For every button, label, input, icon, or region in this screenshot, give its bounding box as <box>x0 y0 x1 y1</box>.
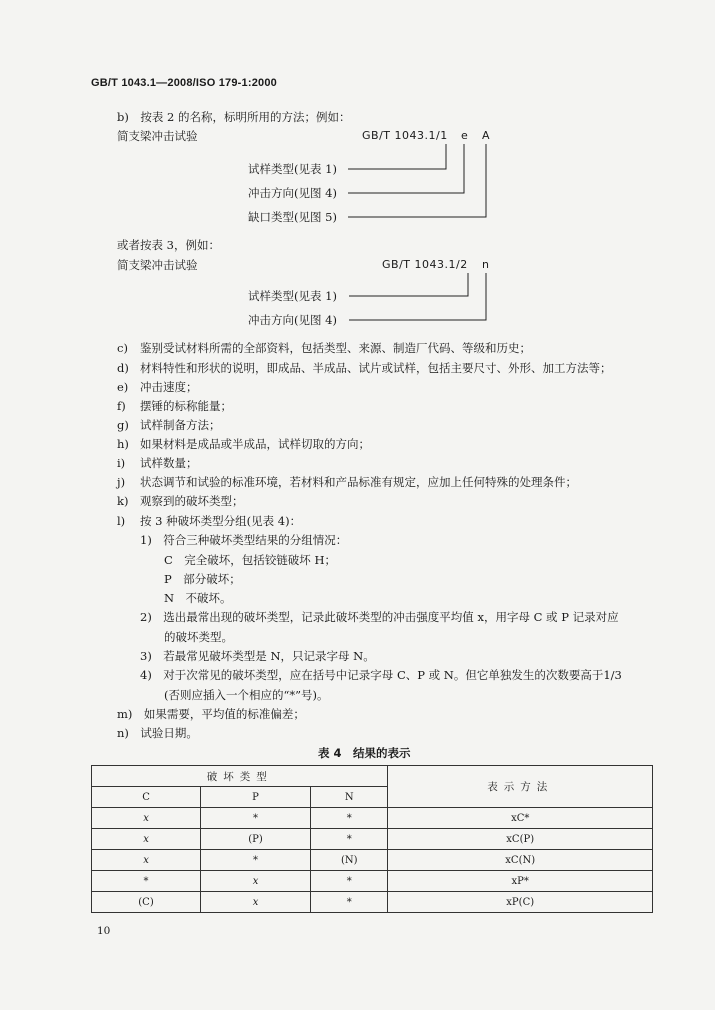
cell-c: x <box>92 808 201 829</box>
example1-label-notch: 缺口类型(见图 5) <box>248 210 337 224</box>
cell-p: * <box>201 850 311 871</box>
connector-specimen-2 <box>349 273 468 296</box>
cell-c: x <box>92 850 201 871</box>
or-text: 或者按表 3，例如： <box>117 238 220 252</box>
item-l-key: l) <box>117 514 126 528</box>
cell-representation: xP* <box>388 871 653 892</box>
item-f-key: f) <box>117 399 126 413</box>
cell-representation: xC* <box>388 808 653 829</box>
cell-p: x <box>201 892 311 913</box>
cell-p: * <box>201 808 311 829</box>
item-j-text: 状态调节和试验的标准环境，若材料和产品标准有规定，应加上任何特殊的处理条件； <box>140 475 577 489</box>
item-l-text: 按 3 种破坏类型分组(见表 4)： <box>140 514 302 528</box>
document-header: GB/T 1043.1—2008/ISO 179-1:2000 <box>91 77 277 89</box>
item-d-text: 材料特性和形状的说明，即成品、半成品、试片或试样，包括主要尺寸、外形、加工方法等； <box>140 361 612 375</box>
item-k-text: 观察到的破坏类型； <box>140 494 244 508</box>
item-c-text: 鉴别受试材料所需的全部资料，包括类型、来源、制造厂代码、等级和历史； <box>140 341 531 355</box>
item-n: n) 试验日期。 <box>117 726 198 740</box>
cell-c: (C) <box>92 892 201 913</box>
item-g-key: g) <box>117 418 129 432</box>
table-row <box>92 829 653 850</box>
table-row <box>92 850 653 871</box>
example2-label-specimen: 试样类型(见表 1) <box>248 289 337 303</box>
table-title: 表 4 结果的表示 <box>318 746 411 760</box>
sub-item-3: 3) 若最常见破坏类型是 N，只记录字母 N。 <box>140 649 375 663</box>
item-e-key: e) <box>117 380 129 394</box>
item-d-key: d) <box>117 361 129 375</box>
item-b: b) 按表 2 的名称，标明所用的方法；例如： <box>117 110 351 124</box>
item-f-text: 摆锤的标称能量； <box>140 399 232 413</box>
cell-n: (N) <box>311 850 388 871</box>
cell-n: * <box>311 892 388 913</box>
cell-c: * <box>92 871 201 892</box>
results-table <box>91 765 653 913</box>
example2-label-direction: 冲击方向(见图 4) <box>248 313 337 327</box>
connector-notch-1 <box>348 144 486 217</box>
cell-c: x <box>92 829 201 850</box>
connector-specimen-1 <box>348 144 446 169</box>
table-row <box>92 871 653 892</box>
table-row <box>92 808 653 829</box>
item-e-text: 冲击速度； <box>140 380 198 394</box>
sub-item-4-line2: (否则应插入一个相应的“*”号)。 <box>164 688 329 702</box>
item-g-text: 试样制备方法； <box>140 418 221 432</box>
item-j-key: j) <box>117 475 126 489</box>
cell-representation: xP(C) <box>388 892 653 913</box>
cell-n: * <box>311 829 388 850</box>
sub-item-2-line2: 的破坏类型。 <box>164 630 233 644</box>
example1-label-specimen: 试样类型(见表 1) <box>248 162 337 176</box>
example1-code: GB/T 1043.1/1 <box>362 129 448 142</box>
example2-name: 简支梁冲击试验 <box>117 258 198 272</box>
cell-representation: xC(P) <box>388 829 653 850</box>
header-failure-type: 破坏类型 <box>92 766 388 787</box>
item-i-key: i) <box>117 456 126 470</box>
example1-label-direction: 冲击方向(见图 4) <box>248 186 337 200</box>
col-header-n: N <box>311 787 388 808</box>
cell-p: x <box>201 871 311 892</box>
table-header-row <box>92 766 653 787</box>
sub-item-2-line1: 2) 选出最常出现的破坏类型，记录此破坏类型的冲击强度平均值 x，用字母 C 或 P 记录对应 <box>140 610 619 624</box>
header-representation: 表示方法 <box>388 766 653 808</box>
example2-code: GB/T 1043.1/2 <box>382 258 468 271</box>
sub-item-c: C 完全破坏，包括铰链破坏 H； <box>164 553 336 567</box>
cell-p: (P) <box>201 829 311 850</box>
cell-n: * <box>311 871 388 892</box>
item-k-key: k) <box>117 494 129 508</box>
cell-representation: xC(N) <box>388 850 653 871</box>
item-m: m) 如果需要，平均值的标准偏差； <box>117 707 305 721</box>
cell-n: * <box>311 808 388 829</box>
example2-suffix-n: n <box>482 258 490 271</box>
col-header-p: P <box>201 787 311 808</box>
col-header-c: C <box>92 787 201 808</box>
sub-item-1: 1) 符合三种破坏类型结果的分组情况： <box>140 533 348 547</box>
item-i-text: 试样数量； <box>140 456 198 470</box>
item-h-key: h) <box>117 437 129 451</box>
sub-item-p: P 部分破坏； <box>164 572 241 586</box>
sub-item-n: N 不破坏。 <box>164 591 232 605</box>
example1-suffix-e: e <box>461 129 469 142</box>
table-row <box>92 892 653 913</box>
example1-name: 简支梁冲击试验 <box>117 129 198 143</box>
item-c-key: c) <box>117 341 128 355</box>
example1-suffix-a: A <box>482 129 491 142</box>
item-h-text: 如果材料是成品或半成品，试样切取的方向； <box>140 437 370 451</box>
sub-item-4-line1: 4) 对于次常见的破坏类型，应在括号中记录字母 C、P 或 N。但它单独发生的次数要高于1/3 <box>140 668 622 682</box>
page-number: 10 <box>97 925 111 937</box>
